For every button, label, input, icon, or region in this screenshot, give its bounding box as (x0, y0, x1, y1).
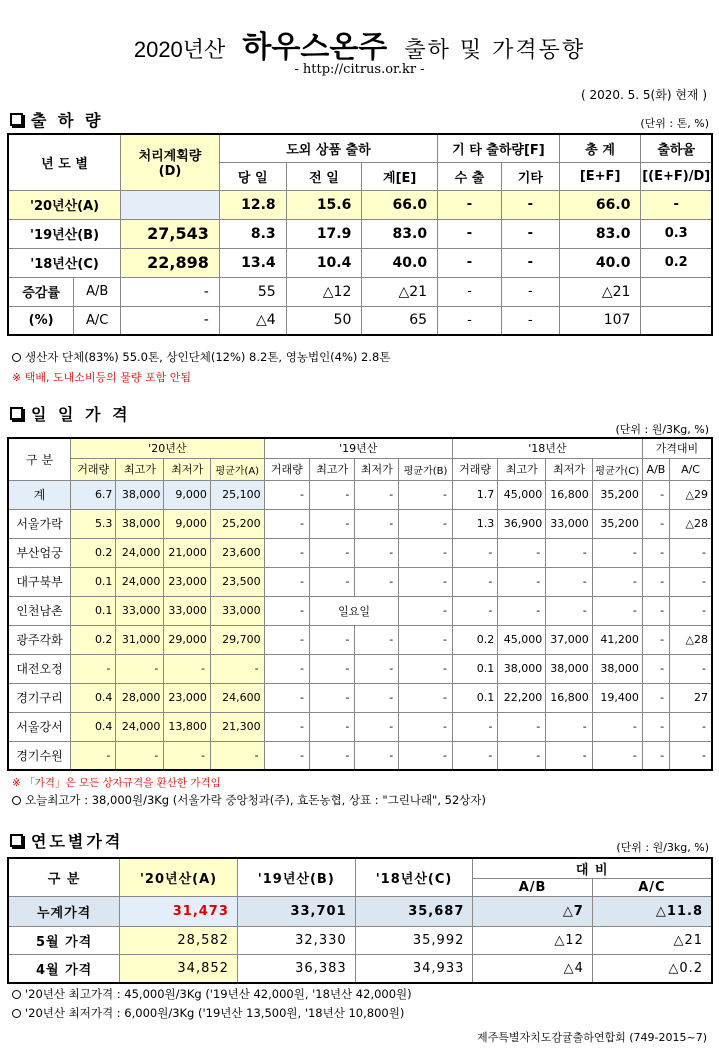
cell: - (670, 596, 712, 625)
cell: - (642, 654, 669, 683)
cell: - (546, 567, 593, 596)
cell: 0.4 (71, 683, 116, 712)
cell: - (309, 741, 354, 770)
row-label: 계 (8, 480, 71, 509)
cell: 0.2 (452, 625, 497, 654)
cell: 33,000 (116, 596, 164, 625)
shipment-table (7, 133, 713, 336)
cell: 23,000 (164, 567, 211, 596)
table-row: 누계가격 31,473 33,701 35,687 △7 △11.8 (8, 897, 712, 927)
cell: 33,000 (164, 596, 211, 625)
cell: - (452, 712, 497, 741)
table-row (8, 654, 712, 683)
cell: 21,300 (210, 712, 264, 741)
cell: - (642, 741, 669, 770)
hdr-ac: A/C (592, 879, 712, 897)
cell: 24,000 (116, 567, 164, 596)
cell: - (642, 596, 669, 625)
cell: - (399, 712, 453, 741)
cell: - (399, 567, 453, 596)
row-label: 부산엄궁 (8, 538, 71, 567)
cell: 23,500 (210, 567, 264, 596)
cell: - (592, 567, 642, 596)
title-prefix: 2020년산 (133, 37, 226, 62)
cell: - (498, 567, 546, 596)
cell: - (264, 509, 309, 538)
table-row: (%) A/C - △4 50 65 - - 107 (8, 306, 712, 335)
cell: 38,000 (546, 654, 593, 683)
cell: - (498, 596, 546, 625)
yearly-min-note: '20년산 최저가격 : 6,000원/3Kg ('19년산 13,500원, '18년산 10,800원) (12, 1005, 404, 1021)
cell: 0.1 (71, 596, 116, 625)
cell: - (670, 712, 712, 741)
title-suffix: 출하 및 가격동향 (404, 38, 586, 63)
cell: 38,000 (116, 509, 164, 538)
cell: - (264, 567, 309, 596)
table-row: '20년산(A) 12.8 15.6 66.0 - - 66.0 - (8, 190, 712, 219)
cell: 25,100 (210, 480, 264, 509)
page-title (0, 22, 719, 66)
cell: - (498, 712, 546, 741)
cell: 45,000 (498, 625, 546, 654)
cell: - (399, 596, 453, 625)
hdr-y20: '20년산(A) (120, 858, 238, 897)
cell: - (309, 654, 354, 683)
cell: - (642, 625, 669, 654)
circle-bullet-icon (12, 990, 21, 999)
yearly-max-note: '20년산 최고가격 : 45,000원/3Kg ('19년산 42,000원, '18년산 42,000원) (12, 986, 412, 1002)
cell: - (355, 538, 399, 567)
shipment-warning: ※ 택배, 도내소비등의 물량 포함 안됨 (12, 371, 191, 384)
cell: - (399, 509, 453, 538)
table-row (8, 567, 712, 596)
cell: 45,000 (498, 480, 546, 509)
hdr-y19: '19년산(B) (237, 858, 355, 897)
daily-section-title: 일 일 가 격 (10, 402, 131, 425)
checkbox-icon (10, 113, 23, 126)
cell: 0.1 (452, 654, 497, 683)
table-row (8, 712, 712, 741)
table-row: 4월 가격 34,852 36,383 34,933 △4 △0.2 (8, 955, 712, 983)
cell: - (264, 712, 309, 741)
row-label: 광주각화 (8, 625, 71, 654)
cell: 38,000 (592, 654, 642, 683)
cell: - (264, 625, 309, 654)
shipment-section-title: 출 하 량 (10, 108, 104, 131)
cell: - (210, 741, 264, 770)
daily-top-price: 오늘최고가 : 38,000원/3Kg (서울가락 중앙청과(주), 효돈농협, 상표 : "그린나래", 52상자) (12, 792, 486, 808)
hdr-etc: 기타 (501, 162, 559, 190)
table-row: '19년산(B) 27,543 8.3 17.9 83.0 - - 83.0 0.3 (8, 219, 712, 248)
cell: 35,200 (592, 509, 642, 538)
cell: 25,200 (210, 509, 264, 538)
hdr-year: 년 도 별 (8, 134, 121, 190)
cell: - (116, 654, 164, 683)
cell: - (642, 480, 669, 509)
cell: - (642, 683, 669, 712)
cell: - (309, 509, 354, 538)
table-row: 증감률 A/B - 55 △12 △21 - - △21 (8, 277, 712, 306)
cell: - (264, 683, 309, 712)
cell: 29,700 (210, 625, 264, 654)
yearly-section-title: 연도별가격 (10, 829, 123, 852)
hdr-total-code: [E+F] (559, 162, 641, 190)
cell: - (399, 625, 453, 654)
cell: - (642, 712, 669, 741)
cell: - (399, 654, 453, 683)
title-main: 하우스온주 (242, 30, 388, 65)
cell: - (642, 509, 669, 538)
cell: 1.3 (452, 509, 497, 538)
cell: 19,400 (592, 683, 642, 712)
cell: - (498, 538, 546, 567)
cell: - (264, 538, 309, 567)
cell: - (355, 509, 399, 538)
table-row (8, 683, 712, 712)
cell: 0.1 (452, 683, 497, 712)
cell: - (309, 683, 354, 712)
cell: - (71, 741, 116, 770)
cell: - (592, 538, 642, 567)
cell: 38,000 (116, 480, 164, 509)
cell: - (399, 741, 453, 770)
table-row (8, 509, 712, 538)
cell: 24,000 (116, 712, 164, 741)
cell: - (355, 741, 399, 770)
cell: 9,000 (164, 509, 211, 538)
cell: 38,000 (498, 654, 546, 683)
cell: - (164, 654, 211, 683)
cell: - (399, 683, 453, 712)
hdr-y20: '20년산 (71, 438, 265, 458)
cell: - (264, 654, 309, 683)
hdr-sum: 계[E] (362, 162, 438, 190)
cell: - (546, 538, 593, 567)
cell: - (498, 741, 546, 770)
hdr-ab: A/B (473, 879, 592, 897)
cell: - (309, 567, 354, 596)
cell: - (399, 538, 453, 567)
cell: 5.3 (71, 509, 116, 538)
cell: △28 (670, 625, 712, 654)
cell: - (309, 538, 354, 567)
hdr-plan: 처리계획량 (D) (121, 134, 220, 190)
cell: 36,900 (498, 509, 546, 538)
circle-bullet-icon (12, 796, 21, 805)
shipment-note: 생산자 단체(83%) 55.0톤, 상인단체(12%) 8.2톤, 영농법인(4%) 2.8톤 (12, 349, 390, 365)
table-row (8, 538, 712, 567)
cell: - (355, 654, 399, 683)
site-url: - http://citrus.or.kr - (294, 62, 425, 77)
cell: - (546, 596, 593, 625)
cell: 24,600 (210, 683, 264, 712)
table-row (8, 741, 712, 770)
cell: - (355, 567, 399, 596)
cell: 16,800 (546, 480, 593, 509)
checkbox-icon (10, 834, 23, 847)
cell: 24,000 (116, 538, 164, 567)
table-row: 5월 가격 28,582 32,330 35,992 △12 △21 (8, 927, 712, 955)
cell: 1.7 (452, 480, 497, 509)
cell: 6.7 (71, 480, 116, 509)
hdr-outer: 도외 상품 출하 (219, 134, 437, 162)
cell: - (399, 480, 453, 509)
row-label: 인천남촌 (8, 596, 71, 625)
cell: 33,000 (210, 596, 264, 625)
yearly-price-table (7, 857, 713, 984)
cell: - (355, 625, 399, 654)
cell: 13,800 (164, 712, 211, 741)
cell: - (309, 480, 354, 509)
cell: - (210, 654, 264, 683)
hdr-prev: 전 일 (286, 162, 362, 190)
cell: - (309, 625, 354, 654)
cell: - (164, 741, 211, 770)
hdr-export: 수 출 (438, 162, 502, 190)
cell: - (670, 538, 712, 567)
cell: - (264, 480, 309, 509)
cell: △28 (670, 509, 712, 538)
cell: - (642, 567, 669, 596)
hdr-gubun: 구 분 (8, 438, 71, 480)
row-label: 서울강서 (8, 712, 71, 741)
row-label: 경기수원 (8, 741, 71, 770)
table-row (8, 625, 712, 654)
table-row (8, 596, 712, 625)
cell: - (452, 567, 497, 596)
shipment-unit: (단위 : 톤, %) (640, 117, 709, 130)
daily-note: ※ 「가격」은 모든 상자규격을 환산한 가격임 (12, 777, 221, 789)
row-label: 대구북부 (8, 567, 71, 596)
cell: 41,200 (592, 625, 642, 654)
cell: 16,800 (546, 683, 593, 712)
cell: - (452, 538, 497, 567)
row-label: 대전오정 (8, 654, 71, 683)
cell-note: 일요일 (309, 596, 398, 625)
checkbox-icon (10, 407, 23, 420)
hdr-total: 총 계 (559, 134, 641, 162)
cell: - (309, 712, 354, 741)
cell: - (264, 741, 309, 770)
cell: 0.1 (71, 567, 116, 596)
hdr-rate: 출하율 (641, 134, 712, 162)
cell: △29 (670, 480, 712, 509)
hdr-compare: 대 비 (473, 858, 712, 879)
cell: - (355, 712, 399, 741)
cell: 9,000 (164, 480, 211, 509)
row-label: 경기구리 (8, 683, 71, 712)
cell: 29,000 (164, 625, 211, 654)
daily-unit: (단위 : 원/3Kg, %) (615, 423, 709, 436)
cell: 23,600 (210, 538, 264, 567)
cell: - (452, 596, 497, 625)
circle-bullet-icon (12, 1009, 21, 1018)
cell: 27 (670, 683, 712, 712)
report-date: ( 2020. 5. 5(화) 현재 ) (580, 88, 707, 102)
cell: 35,200 (592, 480, 642, 509)
cell: 0.4 (71, 712, 116, 741)
cell: - (670, 567, 712, 596)
hdr-rate-code: [(E+F)/D] (641, 162, 712, 190)
cell: 0.2 (71, 625, 116, 654)
cell: - (592, 741, 642, 770)
daily-price-table: 구 분 '20년산 '19년산 '18년산 가격대비 거래량 최고가 최저가 평균가(A) 거래량 최고가 최저가 평균가(B) 거래량 최고가 최저가 평균가(C) A/B A/C 계 6.7 38,000 9,000 25,100 - - - - 1.7 45,000 16,800 35,200 - △29 서울가락 5.3 38,000 9,000 25,200 - - - - 1.3 36,900 33,000 35,200 - △28 부산엄궁 0.2 24,000 21,000 23,600 - - - - - - - - - - 대구북부 0.1 24,000 23,000 23,500 - - - - - - - - - - 인천남촌 0.1 33,000 33,000 33,000 - 일요일 - - - - - - - 광주각화 0.2 31,000 29,000 29,700 - - - - 0.2 45,000 37,000 41,200 - △28 대전오정 - - - - - - - - 0.1 38,000 38,000 38,000 - - 경기구리 0.4 28,000 23,000 24,600 - - - - 0.1 22,200 16,800 19,400 - 27 서울강서 0.4 24,000 13,800 21,300 - - - - - - - - - - 경기수원 - - - - - - - - - - - - - - (7, 437, 713, 771)
hdr-today: 당 일 (219, 162, 286, 190)
footer-org: 제주특별자치도감귤출하연합회 (749-2015~7) (476, 1031, 707, 1044)
hdr-y19: '19년산 (264, 438, 452, 458)
hdr-y18: '18년산 (452, 438, 642, 458)
cell: - (355, 480, 399, 509)
cell: - (71, 654, 116, 683)
cell: - (546, 741, 593, 770)
cell: - (592, 596, 642, 625)
cell: - (116, 741, 164, 770)
cell: 21,000 (164, 538, 211, 567)
yearly-unit: (단위 : 원/3kg, %) (616, 841, 709, 854)
table-row: '18년산(C) 22,898 13.4 10.4 40.0 - - 40.0 0.2 (8, 248, 712, 277)
cell: - (670, 741, 712, 770)
cell: - (546, 712, 593, 741)
cell: 31,000 (116, 625, 164, 654)
cell: - (670, 654, 712, 683)
cell: 28,000 (116, 683, 164, 712)
cell: - (642, 538, 669, 567)
cell: - (264, 596, 309, 625)
circle-bullet-icon (12, 353, 21, 362)
row-label: 서울가락 (8, 509, 71, 538)
hdr-y18: '18년산(C) (355, 858, 473, 897)
cell: - (452, 741, 497, 770)
cell: - (355, 683, 399, 712)
cell: 22,200 (498, 683, 546, 712)
cell: - (592, 712, 642, 741)
hdr-other: 기 타 출하량[F] (438, 134, 560, 162)
table-row (8, 480, 712, 509)
cell: 33,000 (546, 509, 593, 538)
hdr-compare: 가격대비 (642, 438, 712, 458)
cell: 37,000 (546, 625, 593, 654)
cell: 23,000 (164, 683, 211, 712)
cell: 0.2 (71, 538, 116, 567)
hdr-gubun: 구 분 (8, 858, 120, 897)
